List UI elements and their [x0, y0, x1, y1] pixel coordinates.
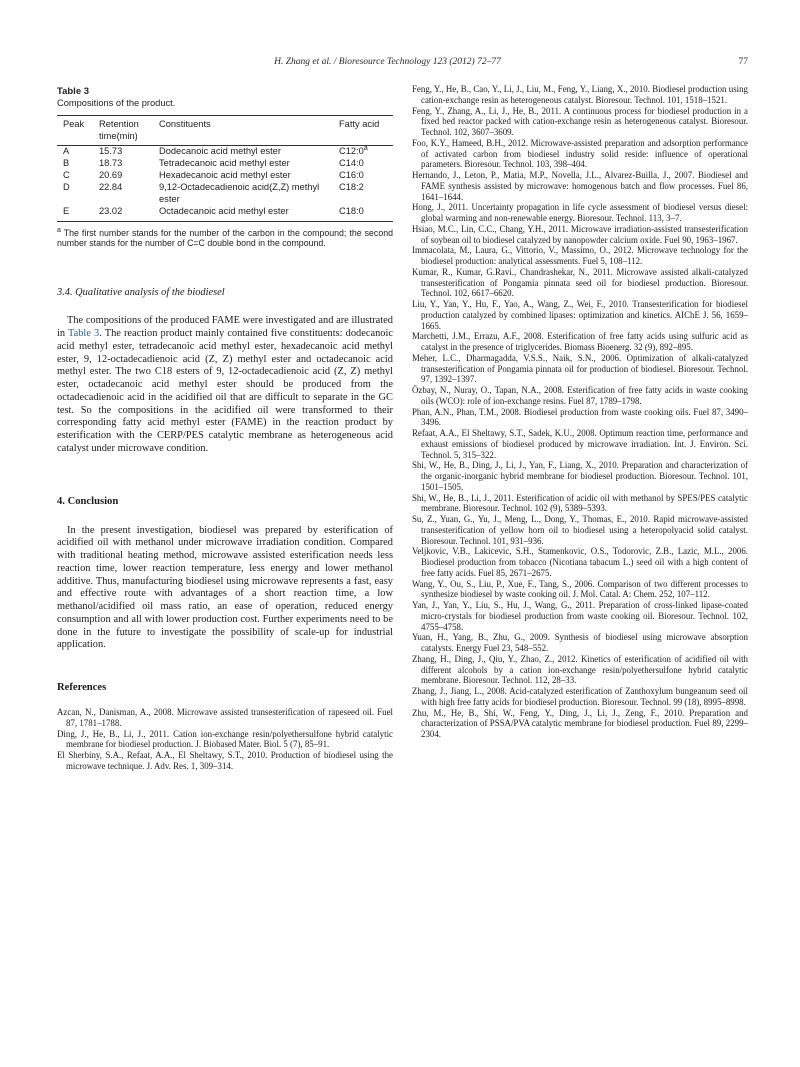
running-head — [57, 57, 748, 67]
cell-constituent: Tetradecanoic acid methyl ester — [159, 158, 290, 169]
fatty-acid-value: C12:0 — [339, 146, 364, 157]
table-row — [57, 146, 393, 159]
cell-peak: D — [63, 182, 70, 193]
fatty-acid-value: C14:0 — [339, 158, 364, 169]
running-title: H. Zhang et al. / Bioresource Technology 123 (2012) 72–77 — [274, 57, 501, 67]
table3-header-row — [57, 116, 393, 146]
cell-peak: A — [63, 146, 70, 157]
conclusion-paragraph: In the present investigation, biodiesel was prepared by esterification of acidified oil with methanol under microwave irradiation condition. Compared with traditional heating method, microwave assisted esterification needs less reaction time, lower reaction temperature, less energy and lower methanol additive. Thus, manufacturing biodiesel using microwave represents a fast, easy and effective route with advantages of a short reaction time, a low methanol/acidified oil mass ratio, an ease of operation, reduced energy consumption and all with lower production cost. Further experiments need to be done in the future to investigate the possibility of scale-up for industrial application. — [57, 524, 393, 651]
section-4-heading: 4. Conclusion — [57, 495, 119, 507]
reference-item: Yuan, H., Yang, B., Zhu, G., 2009. Synthesis of biodiesel using microwave absorption catalysts. Energy Fuel 23, 548–552. — [412, 632, 748, 653]
right-column — [412, 84, 748, 740]
cell-retention: 20.69 — [99, 170, 123, 181]
reference-item: Yan, J., Yan, Y., Liu, S., Hu, J., Wang, G., 2011. Preparation of cross-linked lipase-coated micro-crystals for biodiesel production from waste cooking oil. Bioresour. Technol. 102, 4755–4758. — [412, 600, 748, 632]
reference-item: Su, Z., Yuan, G., Yu, J., Meng, L., Dong, Y., Thomas, E., 2010. Rapid microwave-assisted transesterification of yellow horn oil to biodiesel using a heteropolyacid solid catalyst. Bioresour. Technol. 101, 931–936. — [412, 514, 748, 546]
cell-retention: 18.73 — [99, 158, 123, 169]
col-header-peak: Peak — [57, 116, 99, 146]
cell-retention: 15.73 — [99, 146, 123, 157]
reference-item: Liu, Y., Yan, Y., Hu, F., Yao, A., Wang, Z., Wei, F., 2010. Transesterification for biodiesel production catalyzed by combined lipases: optimization and kinetics. AIChE J. 56, 1659–1665. — [412, 299, 748, 331]
footnote-text: The first number stands for the number of the carbon in the compound; the second number stands for the number of C=C double bond in the compound. — [57, 227, 393, 249]
reference-item: Shi, W., He, B., Li, J., 2011. Esterification of acidic oil with methanol by SPES/PES catalytic membrane. Bioresour. Technol. 102 (9), 5389–5393. — [412, 492, 748, 514]
section-3-4-paragraph — [57, 315, 393, 455]
reference-item: Wang, Y., Ou, S., Liu, P., Xue, F., Tang, S., 2006. Comparison of two different processes to synthesize biodiesel by waste cooking oil. J. Mol. Catal. A: Chem. 252, 107–112. — [412, 578, 748, 600]
fatty-acid-footnote-marker: a — [363, 145, 368, 153]
table3-block — [57, 86, 393, 249]
reference-item: Feng, Y., He, B., Cao, Y., Li, J., Liu, M., Feng, Y., Liang, X., 2010. Biodiesel production using cation-exchange resin as heterogeneous catalyst. Bioresour. Technol. 101, 1518–1521. — [412, 84, 748, 105]
cell-retention: 23.02 — [99, 206, 123, 217]
cell-constituent: 9,12-Octadecadienoic acid(Z,Z) methyl ester — [159, 182, 320, 205]
reference-item: Ding, J., He, B., Li, J., 2011. Cation ion-exchange resin/polyethersulfone hybrid catalytic membrane for biodiesel production. J. Biobased Mater. Biol. 5 (7), 85–91. — [57, 728, 393, 750]
table-3-link[interactable]: Table 3 — [68, 328, 100, 340]
reference-item: El Sherbiny, S.A., Refaat, A.A., El Sheltawy, S.T., 2010. Production of biodiesel using the microwave technique. J. Adv. Res. 1, 309–314. — [57, 750, 393, 771]
reference-item: Zhang, H., Ding, J., Qiu, Y., Zhao, Z., 2012. Kinetics of esterification of acidified oil with different alcohols by a cation ion-exchange resin/polyethersulfone hybrid catalytic membrane. Bioresour. Technol. 112, 28–33. — [412, 653, 748, 686]
references-right — [412, 84, 748, 740]
table3-label: Table 3 — [57, 86, 90, 97]
section-3-4-heading: 3.4. Qualitative analysis of the biodiesel — [57, 287, 225, 299]
cell-peak: C — [63, 170, 70, 181]
page-number: 77 — [738, 57, 748, 67]
cell-constituent: Dodecanoic acid methyl ester — [159, 146, 281, 157]
left-column — [57, 86, 393, 772]
reference-item: Phan, A.N., Phan, T.M., 2008. Biodiesel production from waste cooking oils. Fuel 87, 3490–3496. — [412, 406, 748, 428]
cell-constituent: Hexadecanoic acid methyl ester — [159, 170, 291, 181]
reference-item: Özbay, N., Nuray, O., Tapan, N.A., 2008. Esterification of free fatty acids in waste cooking oils (WCO): role of ion-exchange resins. Fuel 87, 1789–1798. — [412, 385, 748, 406]
col-header-retention: Retention time(min) — [99, 116, 159, 146]
references-heading: References — [57, 682, 107, 694]
references-left — [57, 707, 393, 772]
fatty-acid-value: C18:0 — [339, 206, 364, 217]
reference-item: Feng, Y., Zhang, A., Li, J., He, B., 2011. A continuous process for biodiesel production in a fixed bed reactor packed with cation-exchange resin as heterogeneous catalyst. Bioresour. Technol. 102, 3607–3609. — [412, 105, 748, 137]
table3-footnote — [57, 226, 393, 250]
reference-item: Refaat, A.A., El Sheltawy, S.T., Sadek, K.U., 2008. Optimum reaction time, performance and exhaust emissions of biodiesel produced by microwave irradiation. Int. J. Environ. Sci. Technol. 5, 315–322. — [412, 428, 748, 460]
fatty-acid-value: C18:2 — [339, 182, 364, 193]
table-row — [57, 206, 393, 221]
reference-item: Zhang, J., Jiang, L., 2008. Acid-catalyzed esterification of Zanthoxylum bungeanum seed oil with high free fatty acids for biodiesel production. Bioresour. Technol. 99 (18), 8995–8998. — [412, 686, 748, 707]
reference-item: Zhu, M., He, B., Shi, W., Feng, Y., Ding, J., Li, J., Zeng, F., 2010. Preparation and characterization of PSSA/PVA catalytic membrane for biodiesel production. Fuel 89, 2299–2304. — [412, 707, 748, 739]
reference-item: Immacolata, M., Laura, G., Vittorio, V., Massimo, O., 2012. Microwave technology for the biodiesel production: analytical assessments. Fuel 5, 108–112. — [412, 245, 748, 266]
cell-constituent: Octadecanoic acid methyl ester — [159, 206, 289, 217]
reference-item: Hernando, J., Leton, P., Matia, M.P., Novella, J.L., Alvarez-Builla, J., 2007. Biodiesel and FAME synthesis assisted by microwave: homogenous batch and flow processes. Fuel 86, 1641–1644. — [412, 170, 748, 202]
reference-item: Marchetti, J.M., Errazu, A.F., 2008. Esterification of free fatty acids using sulfuric acid as catalyst in the presence of triglycerides. Biomass Bioenerg. 32 (9), 892–895. — [412, 331, 748, 352]
footnote-marker: a — [57, 226, 61, 234]
paragraph-text-before-link: The compositions of the produced FAME were investigated and are illustrated in — [57, 315, 393, 340]
cell-peak: E — [63, 206, 70, 217]
fatty-acid-value: C16:0 — [339, 170, 364, 181]
cell-fatty-acid — [339, 206, 393, 221]
table-row — [57, 182, 393, 206]
cell-fatty-acid — [339, 182, 393, 206]
reference-item: Hsiao, M.C., Lin, C.C., Chang, Y.H., 2011. Microwave irradiation-assisted transesterification of soybean oil to biodiesel catalyzed by nanopowder calcium oxide. Fuel 90, 1963–1967. — [412, 223, 748, 245]
cell-fatty-acid — [339, 158, 393, 170]
reference-item: Hong, J., 2011. Uncertainty propagation in life cycle assessment of biodiesel versus diesel: global warming and non-renewable energy. Bioresour. Technol. 113, 3–7. — [412, 202, 748, 223]
cell-peak: B — [63, 158, 70, 169]
reference-item: Meher, L.C., Dharmagadda, V.S.S., Naik, S.N., 2006. Optimization of alkali-catalyzed transesterification of Pongamia pinnata oil for production of biodiesel. Bioresour. Technol. 97, 1392–1397. — [412, 352, 748, 385]
reference-item: Veljkovic, V.B., Lakicevic, S.H., Stamenkovic, O.S., Todorovic, Z.B., Lazic, M.L., 2006. Biodiesel production from tobacco (Nicotiana tabacum L.) seed oil with a high content of free fatty acids. Fuel 85, 2671–2675. — [412, 546, 748, 578]
reference-item: Azcan, N., Danisman, A., 2008. Microwave assisted transesterification of rapeseed oil. Fuel 87, 1781–1788. — [57, 707, 393, 728]
col-header-constituents: Constituents — [159, 116, 339, 146]
cell-retention: 22.84 — [99, 182, 123, 193]
table3-caption: Compositions of the product. — [57, 98, 176, 108]
reference-item: Foo, K.Y., Hameed, B.H., 2012. Microwave-assisted preparation and adsorption performance of activated carbon from biodiesel industry solid reside: influence of operational parameters. Bioresour. Technol. 103, 398–404. — [412, 137, 748, 170]
paragraph-text-after-link: . The reaction product mainly contained five constituents: dodecanoic acid methyl ester, tetradecanoic acid methyl ester, hexadecanoic acid methyl ester, 9, 12-octadecadienoic acid (Z, Z) methyl ester and octadecanoic acid methyl ester. The two C18 esters of 9, 12-octadecadienoic acid (Z, Z) methyl ester, octadecanoic acid methyl ester should be produced from the octadecadienoic acid in the acidified oil that are difficult to separate in the GC test. So the compositions in the acidified oil were transformed to their corresponding fatty acid methyl ester (FAME) in the reaction product by esterification with the CERP/PES catalytic membrane as heterogeneous acid catalyst under microwave condition. — [57, 328, 393, 454]
col-header-fatty-acid: Fatty acid — [339, 116, 393, 146]
table3 — [57, 115, 393, 222]
reference-item: Shi, W., He, B., Ding, J., Li, J., Yan, F., Liang, X., 2010. Preparation and characterization of the organic-inorganic hybrid membrane for biodiesel production. Bioresour. Technol. 101, 1501–1505. — [412, 460, 748, 492]
cell-fatty-acid — [339, 170, 393, 182]
table-row — [57, 158, 393, 170]
table-row — [57, 170, 393, 182]
reference-item: Kumar, R., Kumar, G.Ravi., Chandrashekar, N., 2011. Microwave assisted alkali-catalyzed transesterification of Pongamia pinnata seed oil for biodiesel production. Bioresour. Technol. 102, 6617–6620. — [412, 266, 748, 299]
cell-fatty-acid — [339, 146, 393, 159]
